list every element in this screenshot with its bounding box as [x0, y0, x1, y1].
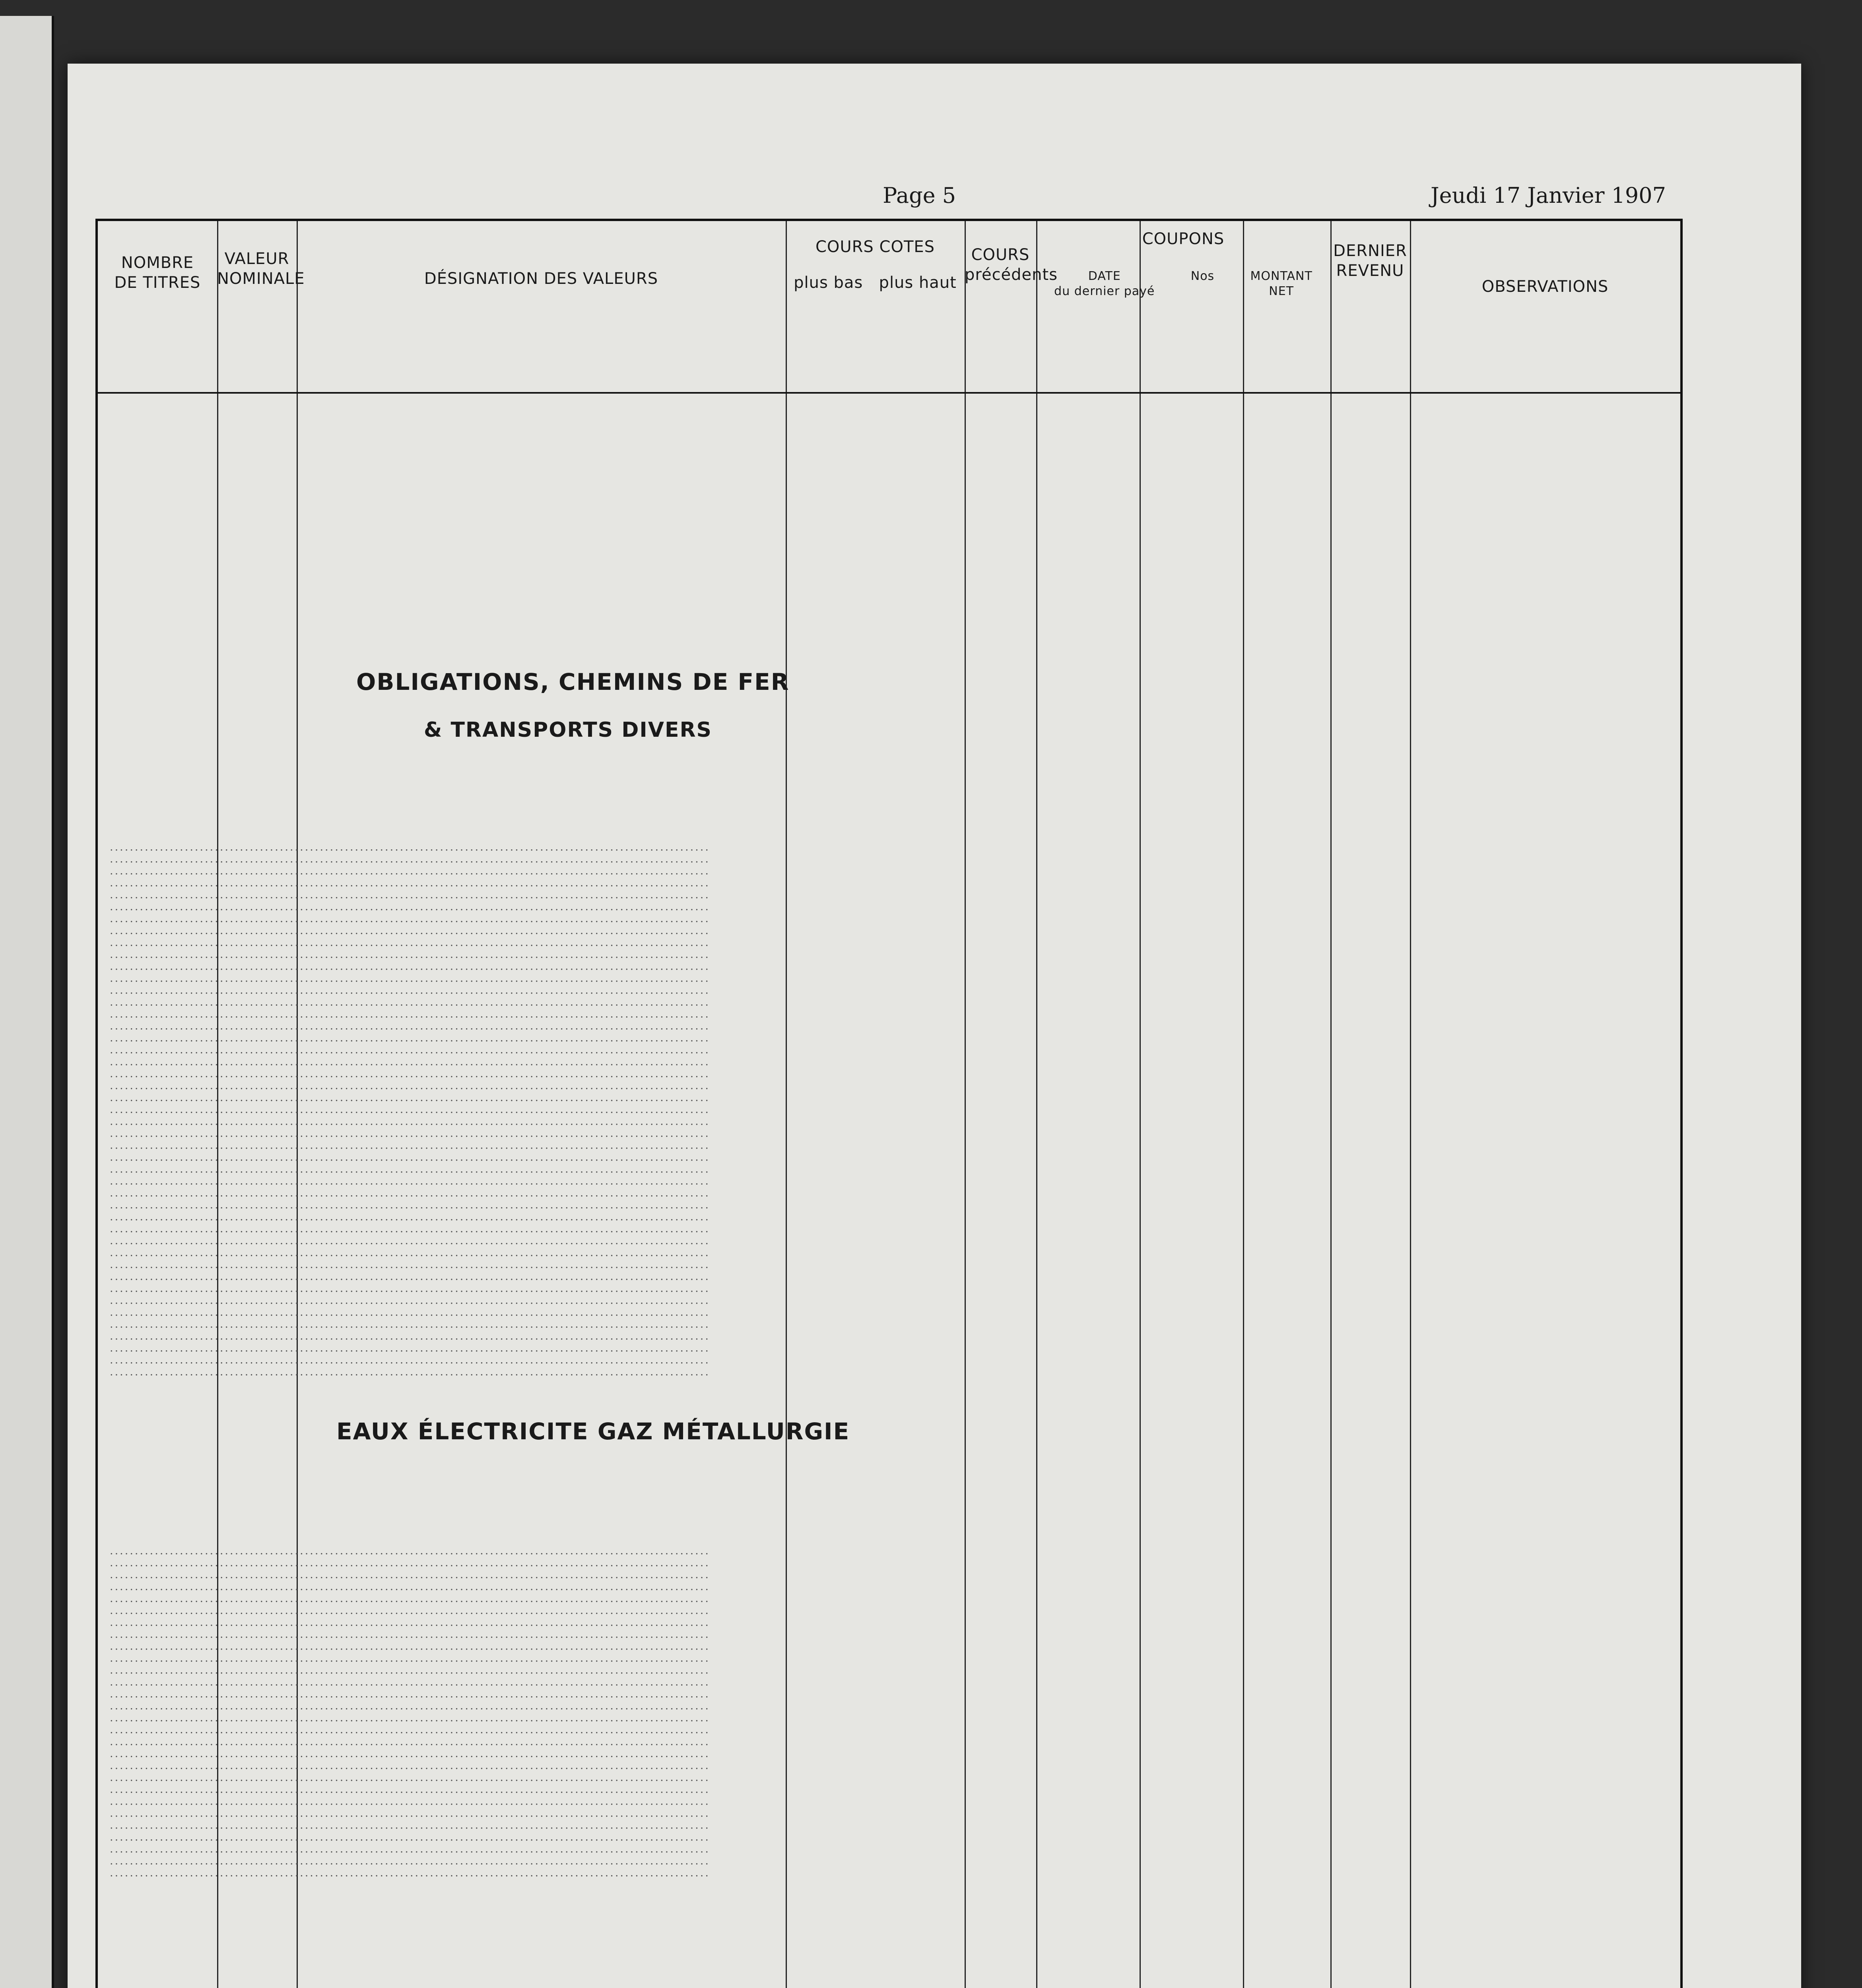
table-row-placeholder: ........................................................................................................................	[110, 1772, 710, 1784]
table-row-placeholder: ........................................................................................................................	[110, 925, 710, 937]
table-rows-group	[110, 1545, 1406, 1879]
table-row-placeholder: ........................................................................................................................	[110, 889, 710, 901]
table-row-placeholder: ........................................................................................................................	[110, 1008, 710, 1020]
table-row-placeholder: ........................................................................................................................	[110, 1569, 710, 1581]
table-row-placeholder: ........................................................................................................................	[110, 1092, 710, 1104]
table-row-placeholder: ........................................................................................................................	[110, 1712, 710, 1724]
table-row-placeholder: ........................................................................................................................	[110, 1617, 710, 1629]
table-row-placeholder: ........................................................................................................................	[110, 937, 710, 949]
section-title-obligations-chemins: OBLIGATIONS, CHEMINS DE FER	[356, 668, 790, 695]
table-row-placeholder: ........................................................................................................................	[110, 1581, 710, 1593]
table-row-placeholder: ........................................................................................................................	[110, 1557, 710, 1569]
table-row-placeholder: ........................................................................................................................	[110, 1736, 710, 1748]
table-row-placeholder: ........................................................................................................................	[110, 1640, 710, 1652]
table-row-placeholder: ........................................................................................................................	[110, 1044, 710, 1056]
header-revenu: DERNIER REVENU	[1333, 242, 1407, 280]
page-date: Jeudi 17 Janvier 1907	[1430, 183, 1666, 208]
page-number: Page 5	[883, 183, 956, 208]
table-row-placeholder: ........................................................................................................................	[110, 1307, 710, 1318]
adjacent-page-edge	[0, 16, 54, 1988]
table-row-placeholder: ........................................................................................................................	[110, 1676, 710, 1688]
table-row-placeholder: ........................................................................................................................	[110, 1080, 710, 1092]
table-row-placeholder: ........................................................................................................................	[110, 1140, 710, 1151]
table-row-placeholder: ........................................................................................................................	[110, 877, 710, 889]
table-row-placeholder: ........................................................................................................................	[110, 1342, 710, 1354]
table-row-placeholder: ........................................................................................................................	[110, 853, 710, 865]
header-coupons: COUPONS DATE du dernier payé Nos MONTANT NET	[1054, 230, 1313, 298]
table-row-placeholder: ........................................................................................................................	[110, 1760, 710, 1772]
table-row-placeholder: ........................................................................................................................	[110, 949, 710, 961]
header-valeur: VALEUR NOMINALE	[217, 250, 305, 288]
table-row-placeholder: ........................................................................................................................	[110, 1688, 710, 1700]
table-row-placeholder: ........................................................................................................................	[110, 1867, 710, 1879]
newspaper-page	[68, 64, 1801, 1988]
table-row-placeholder: ........................................................................................................................	[110, 1831, 710, 1843]
table-row-placeholder: ........................................................................................................................	[110, 1605, 710, 1617]
table-row-placeholder: ........................................................................................................................	[110, 901, 710, 913]
table-row-placeholder: ........................................................................................................................	[110, 1700, 710, 1712]
table-row-placeholder: ........................................................................................................................	[110, 1545, 710, 1557]
table-row-placeholder: ........................................................................................................................	[110, 1247, 710, 1259]
table-row-placeholder: ........................................................................................................................	[110, 1271, 710, 1283]
table-row-placeholder: ........................................................................................................................	[110, 1354, 710, 1366]
table-row-placeholder: ........................................................................................................................	[110, 1199, 710, 1211]
header-nombre: NOMBRE DE TITRES	[114, 254, 201, 292]
section-subtitle-transports: & TRANSPORTS DIVERS	[424, 718, 712, 742]
table-row-placeholder: ........................................................................................................................	[110, 1259, 710, 1271]
table-row-placeholder: ........................................................................................................................	[110, 1151, 710, 1163]
table-row-placeholder: ........................................................................................................................	[110, 1056, 710, 1068]
section-title-eaux: EAUX ÉLECTRICITE GAZ MÉTALLURGIE	[336, 1418, 850, 1445]
table-row-placeholder: ........................................................................................................................	[110, 1819, 710, 1831]
table-row-placeholder: ........................................................................................................................	[110, 1796, 710, 1807]
table-row-placeholder: ........................................................................................................................	[110, 961, 710, 973]
table-row-placeholder: ........................................................................................................................	[110, 1187, 710, 1199]
table-row-placeholder: ........................................................................................................................	[110, 1748, 710, 1760]
table-row-placeholder: ........................................................................................................................	[110, 1318, 710, 1330]
header-designation: DÉSIGNATION DES VALEURS	[424, 270, 658, 288]
header-cours-cotes: COURS COTES plus bas plus haut	[794, 238, 957, 292]
table-row-placeholder: ........................................................................................................................	[110, 1366, 710, 1378]
quotation-table	[95, 219, 1683, 1988]
table-row-placeholder: ........................................................................................................................	[110, 1330, 710, 1342]
table-row-placeholder: ........................................................................................................................	[110, 1223, 710, 1235]
table-rows-group	[110, 841, 1406, 1378]
table-row-placeholder: ........................................................................................................................	[110, 1068, 710, 1080]
table-row-placeholder: ........................................................................................................................	[110, 1652, 710, 1664]
table-row-placeholder: ........................................................................................................................	[110, 1295, 710, 1307]
table-row-placeholder: ........................................................................................................................	[110, 1629, 710, 1640]
header-cours-precedents: COURS précédents	[965, 246, 1058, 284]
table-row-placeholder: ........................................................................................................................	[110, 1784, 710, 1796]
table-row-placeholder: ........................................................................................................................	[110, 1855, 710, 1867]
table-row-placeholder: ........................................................................................................................	[110, 996, 710, 1008]
header-observations: OBSERVATIONS	[1481, 278, 1609, 296]
table-row-placeholder: ........................................................................................................................	[110, 1163, 710, 1175]
table-row-placeholder: ........................................................................................................................	[110, 1116, 710, 1128]
table-row-placeholder: ........................................................................................................................	[110, 1104, 710, 1116]
table-row-placeholder: ........................................................................................................................	[110, 1235, 710, 1247]
table-row-placeholder: ........................................................................................................................	[110, 841, 710, 853]
table-row-placeholder: ........................................................................................................................	[110, 1807, 710, 1819]
table-row-placeholder: ........................................................................................................................	[110, 1128, 710, 1140]
table-header	[98, 221, 1680, 394]
table-row-placeholder: ........................................................................................................................	[110, 1020, 710, 1032]
table-row-placeholder: ........................................................................................................................	[110, 865, 710, 877]
table-row-placeholder: ........................................................................................................................	[110, 1664, 710, 1676]
table-row-placeholder: ........................................................................................................................	[110, 1593, 710, 1605]
table-row-placeholder: ........................................................................................................................	[110, 1283, 710, 1295]
table-row-placeholder: ........................................................................................................................	[110, 1175, 710, 1187]
table-row-placeholder: ........................................................................................................................	[110, 1724, 710, 1736]
table-row-placeholder: ........................................................................................................................	[110, 1211, 710, 1223]
table-row-placeholder: ........................................................................................................................	[110, 973, 710, 984]
table-row-placeholder: ........................................................................................................................	[110, 1032, 710, 1044]
table-row-placeholder: ........................................................................................................................	[110, 913, 710, 925]
table-row-placeholder: ........................................................................................................................	[110, 984, 710, 996]
table-row-placeholder: ........................................................................................................................	[110, 1843, 710, 1855]
